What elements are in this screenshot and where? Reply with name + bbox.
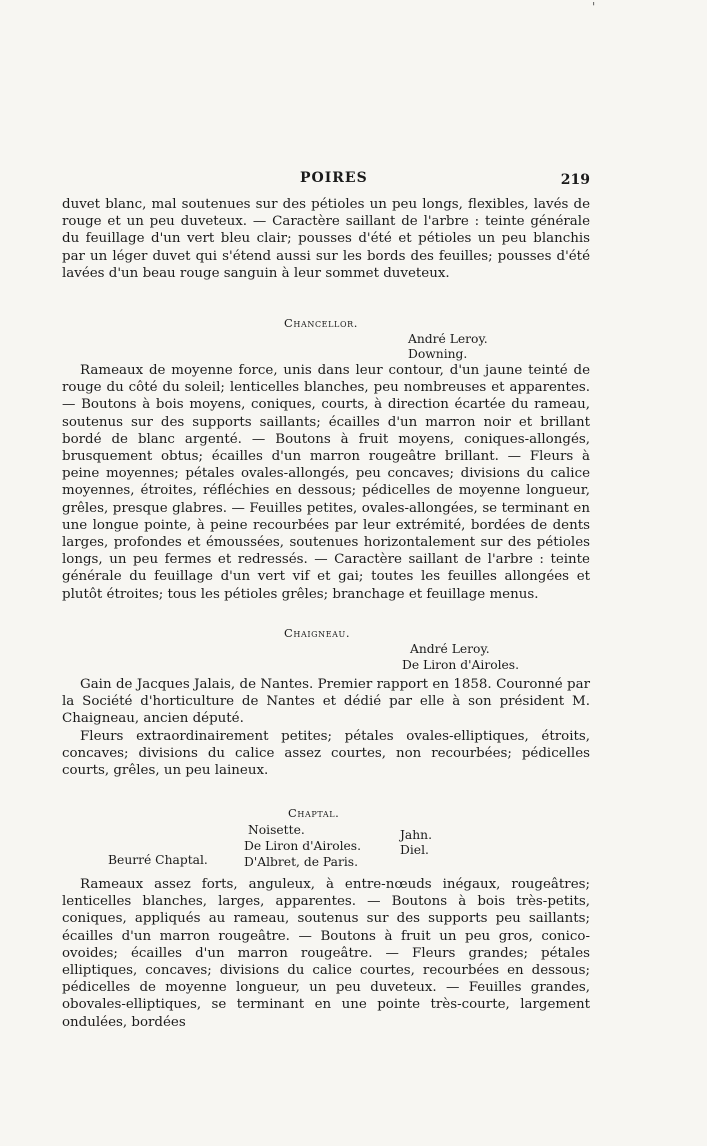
running-title: POIRES bbox=[300, 170, 368, 186]
authority-line: De Liron d'Airoles. bbox=[402, 658, 520, 672]
entry-title-chaigneau: Chaigneau. bbox=[284, 626, 351, 640]
authority-line: Jahn. bbox=[400, 828, 433, 842]
authority-line: De Liron d'Airoles. bbox=[244, 839, 362, 853]
chancellor-description: Rameaux de moyenne force, unis dans leur contour, d'un jaune teinté de rouge du côté du soleil; lenticelles blanches, peu nombreuses et apparentes. — Boutons à bois moyens, coniques, courts, à direction écartée du rameau, soutenus sur des supports saillants; écailles d'un marron noir et brillant bordé de blanc argenté. — Boutons à fruit moyens, coniques-allongés, brusquement obtus; écailles d'un marron rougeâtre brillant. — Fleurs à peine moyennes; pétales ovales-allongés, peu concaves; divisions du calice moyennes, étroites, réfléchies en dessous; pédicelles de moyenne longueur, grêles, presque glabres. — Feuilles petites, ovales-allongées, se terminant en une longue pointe, à peine recourbées par leur extrémité, bordées de dents larges, profondes et émoussées, soutenues horizontalement sur des pétioles longs, un peu fermes et redressés. — Caractère saillant de l'arbre : teinte générale du feuillage d'un vert vif et gai; toutes les feuilles allongées et plutôt étroites; tous les pétioles grêles; branchage et feuillage menus. bbox=[62, 363, 590, 602]
synonym-line: Beurré Chaptal. bbox=[108, 853, 208, 867]
authority-line: André Leroy. bbox=[410, 642, 490, 656]
page-number: 219 bbox=[560, 172, 590, 188]
running-header bbox=[62, 170, 590, 190]
chaptal-description: Rameaux assez forts, anguleux, à entre-nœuds inégaux, rougeâtres; lenticelles blanches, larges, apparentes. — Boutons à bois très-petits, coniques, appliqués au rameau, soutenus sur des supports peu saillants; écailles d'un marron rougeâtre. — Boutons à fruit un peu gros, conico-ovoides; écailles d'un marron rougeâtre. — Fleurs grandes; pétales elliptiques, concaves; divisions du calice courtes, recourbées en dessous; pédicelles de moyenne longueur, un peu duveteux. — Feuilles grandes, obovales-elliptiques, se terminant en une pointe très-courte, largement ondulées, bordées bbox=[62, 877, 590, 1030]
authority-line: Noisette. bbox=[248, 823, 305, 837]
authority-line: Downing. bbox=[408, 347, 468, 361]
chaigneau-origin-paragraph: Gain de Jacques Jalais, de Nantes. Premier rapport en 1858. Couronné par la Société d'horticulture de Nantes et dédié par elle à son président M. Chaigneau, ancien député. bbox=[62, 677, 590, 727]
top-edge-mark: ' bbox=[592, 0, 596, 14]
authority-line: André Leroy. bbox=[408, 332, 488, 346]
entry-title-chaptal: Chaptal. bbox=[288, 806, 340, 820]
entry-title-chancellor: Chancellor. bbox=[284, 316, 358, 330]
authority-line: D'Albret, de Paris. bbox=[244, 855, 358, 869]
authority-line: Diel. bbox=[400, 843, 429, 857]
chaigneau-flowers-paragraph: Fleurs extraordinairement petites; pétales ovales-elliptiques, étroits, concaves; divisions du calice assez courtes, non recourbées; pédicelles courts, grêles, un peu laineux. bbox=[62, 729, 590, 779]
intro-paragraph: duvet blanc, mal soutenues sur des pétioles un peu longs, flexibles, lavés de rouge et un peu duveteux. — Caractère saillant de l'arbre : teinte générale du feuillage d'un vert bleu clair; pousses d'été et pétioles un peu blanchis par un léger duvet qui s'étend aussi sur les bords des feuilles; pousses d'été lavées d'un beau rouge sanguin à leur sommet duveteux. bbox=[62, 197, 590, 281]
